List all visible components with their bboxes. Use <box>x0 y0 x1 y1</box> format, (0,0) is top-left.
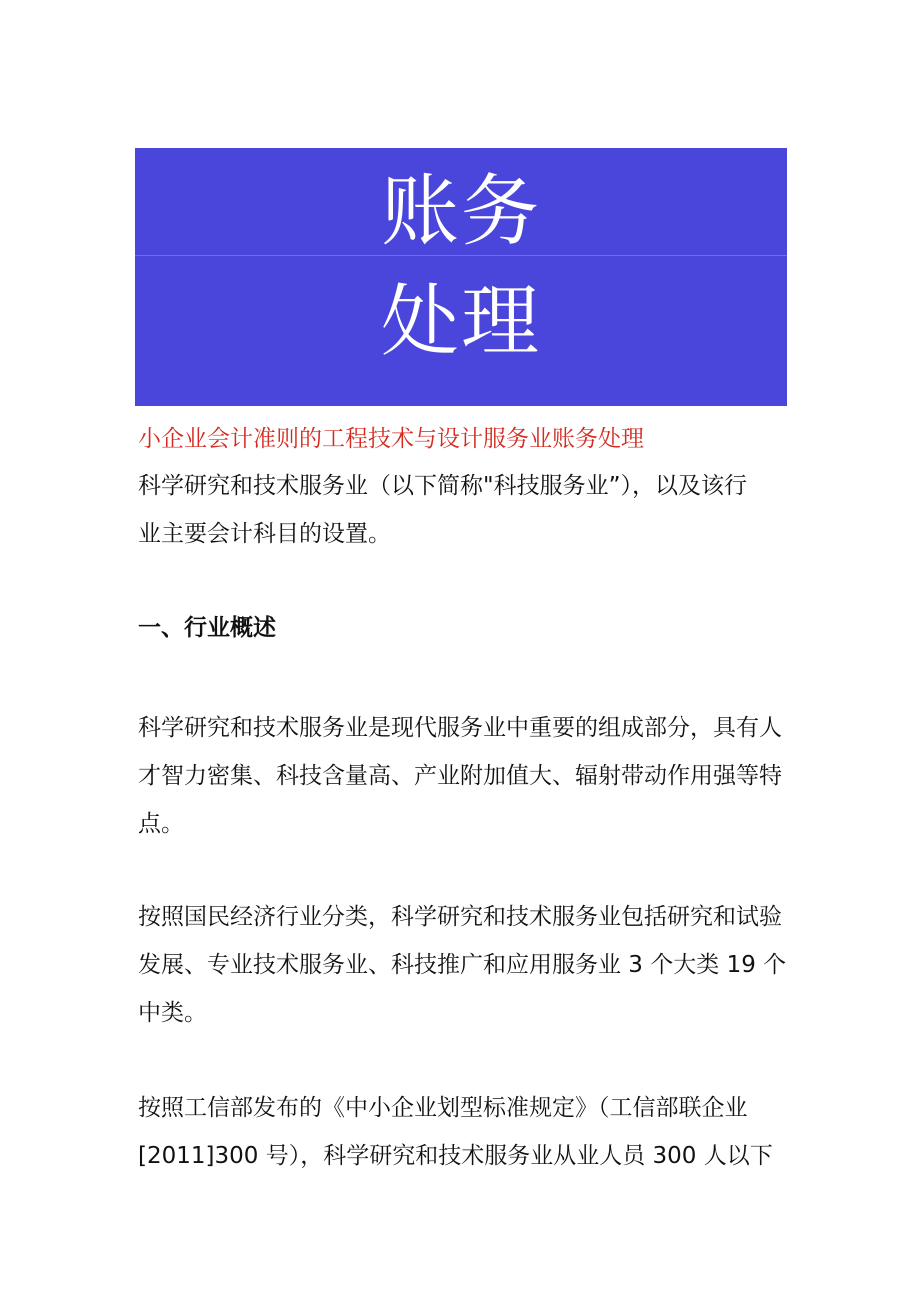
paragraph-line: 点。 <box>138 811 184 837</box>
paragraph-line: 中类。 <box>138 1000 207 1026</box>
paragraph-line: 按照工信部发布的《中小企业划型标准规定》（工信部联企业 <box>138 1095 748 1121</box>
title-banner <box>135 148 787 406</box>
paragraph-line: [2011]300 号），科学研究和技术服务业从业人员 300 人以下 <box>138 1143 773 1169</box>
paragraph-line: 按照国民经济行业分类，科学研究和技术服务业包括研究和试验 <box>138 904 782 930</box>
paragraph-classification <box>138 893 786 1037</box>
banner-title-line1: 账务 <box>380 167 541 257</box>
intro-line: 业主要会计科目的设置。 <box>138 521 391 547</box>
banner-title-line2: 处理 <box>380 277 541 367</box>
banner-divider <box>135 255 787 256</box>
intro-paragraph <box>138 462 786 558</box>
document-subtitle: 小企业会计准则的工程技术与设计服务业账务处理 <box>138 426 644 452</box>
paragraph-line: 科学研究和技术服务业是现代服务业中重要的组成部分，具有人 <box>138 715 782 741</box>
intro-line: 科学研究和技术服务业（以下简称"科技服务业”），以及该行 <box>138 473 747 499</box>
paragraph-line: 才智力密集、科技含量高、产业附加值大、辐射带动作用强等特 <box>138 763 782 789</box>
paragraph-sme-standard <box>138 1084 786 1180</box>
section-heading: 一、行业概述 <box>138 615 276 641</box>
paragraph-line: 发展、专业技术服务业、科技推广和应用服务业 3 个大类 19 个 <box>138 952 787 978</box>
paragraph-industry-overview <box>138 704 786 848</box>
